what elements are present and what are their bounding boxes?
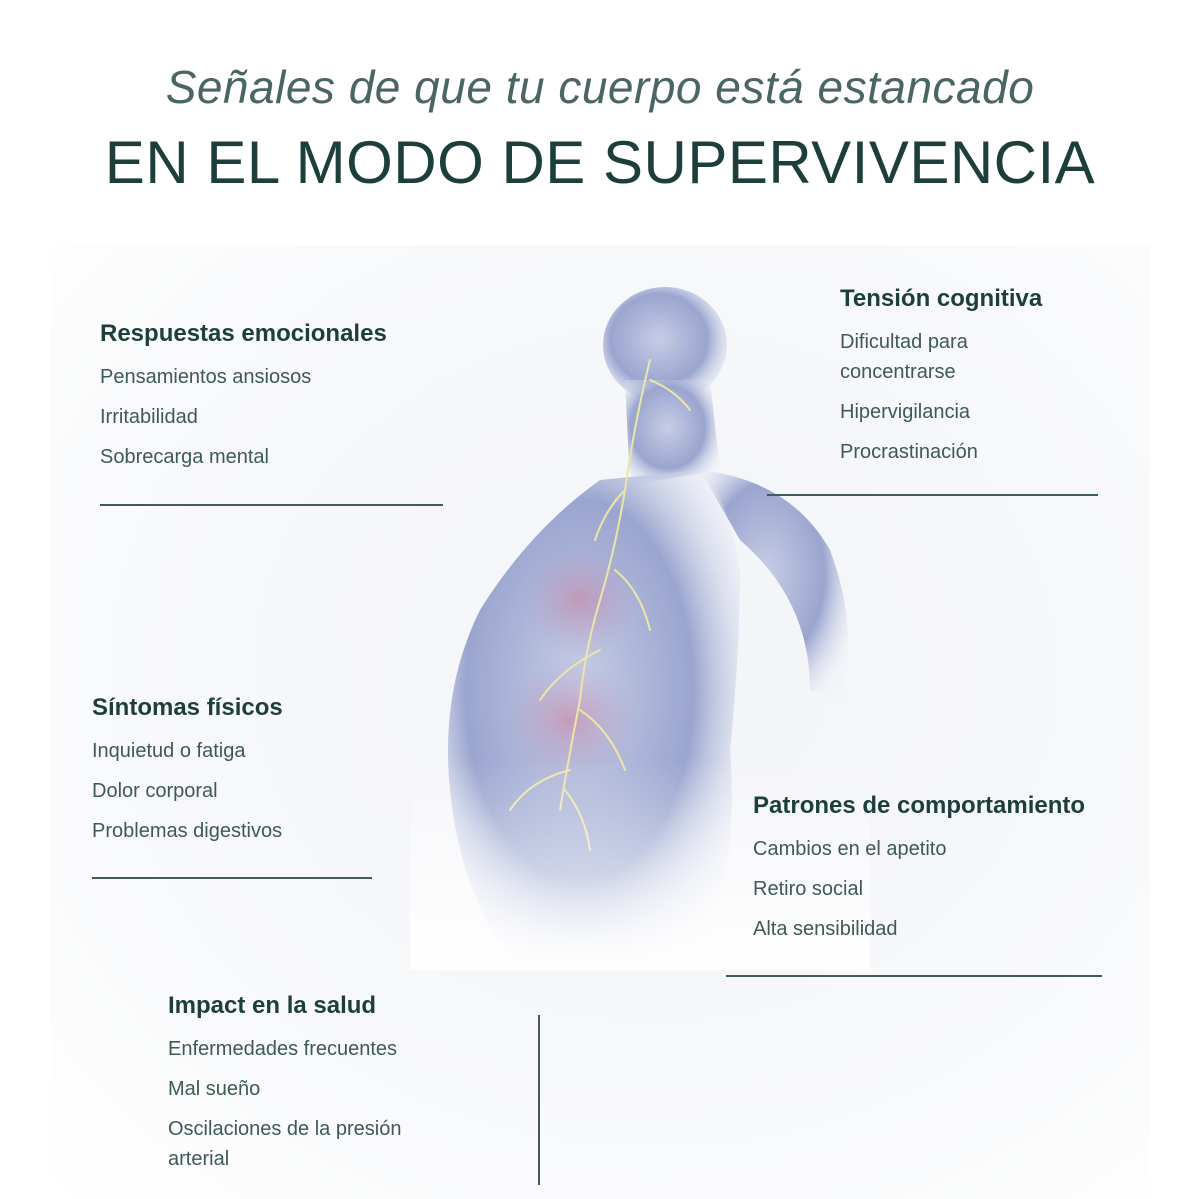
list-item: Dolor corporal xyxy=(92,780,218,802)
list-item: Alta sensibilidad xyxy=(753,918,898,940)
list-item: Inquietud o fatiga xyxy=(92,740,246,762)
section-fisicos xyxy=(92,694,432,856)
section-salud xyxy=(168,992,468,1184)
list-item: Problemas digestivos xyxy=(92,820,283,842)
list-item: Oscilaciones de la presión arterial xyxy=(168,1118,402,1170)
list-item: Cambios en el apetito xyxy=(753,838,947,860)
list-item: Pensamientos ansiosos xyxy=(100,366,312,388)
list-item: Dificultad para concentrarse xyxy=(840,331,968,383)
section-cognitiva xyxy=(840,285,1060,477)
list-item: Hipervigilancia xyxy=(840,401,971,423)
list-item: Irritabilidad xyxy=(100,406,198,428)
page-subtitle: Señales de que tu cuerpo está estancado xyxy=(165,61,1035,113)
section-divider xyxy=(92,877,372,879)
section-title: Patrones de comportamiento xyxy=(753,792,1086,819)
section-emocionales xyxy=(100,320,460,482)
section-comportamiento xyxy=(753,792,1133,954)
section-title: Respuestas emocionales xyxy=(100,320,387,347)
list-item: Enfermedades frecuentes xyxy=(168,1038,398,1060)
section-title: Impact en la salud xyxy=(168,992,377,1019)
list-item: Sobrecarga mental xyxy=(100,446,269,468)
list-item: Retiro social xyxy=(753,878,864,900)
section-title: Tensión cognitiva xyxy=(840,285,1043,312)
list-item: Mal sueño xyxy=(168,1078,261,1100)
page-title: EN EL MODO DE SUPERVIVENCIA xyxy=(104,129,1096,196)
section-title: Síntomas físicos xyxy=(92,694,283,721)
section-divider xyxy=(100,504,443,506)
section-divider-vertical xyxy=(538,1015,540,1185)
list-item: Procrastinación xyxy=(840,441,978,463)
section-divider xyxy=(767,494,1098,496)
section-divider xyxy=(726,975,1102,977)
